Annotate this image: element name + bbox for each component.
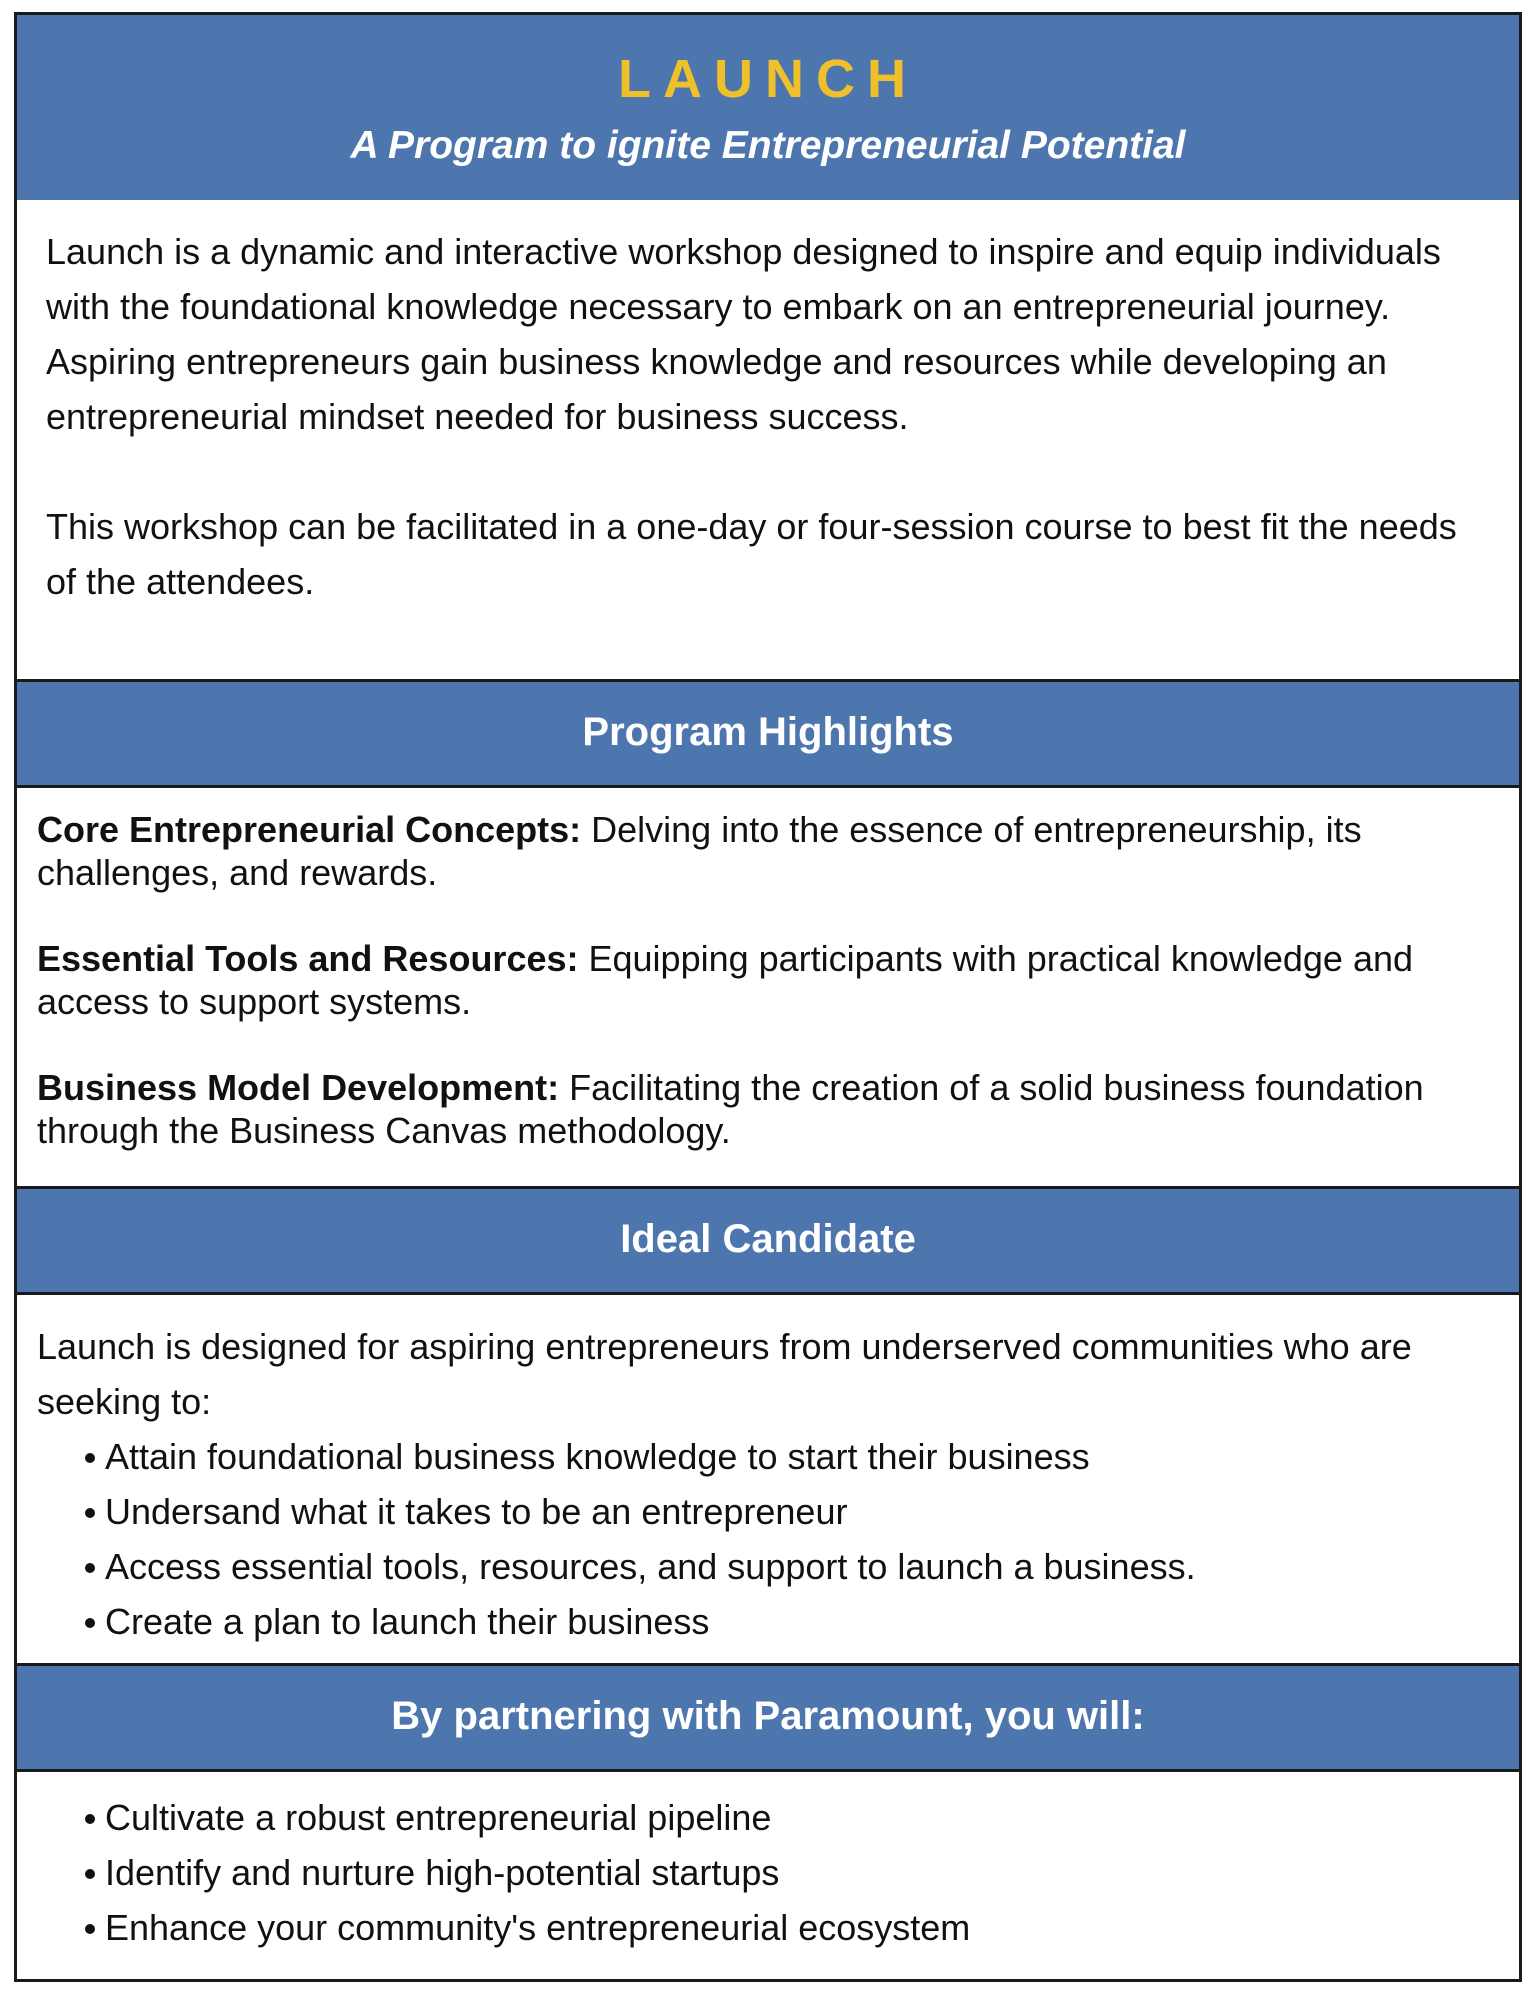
candidate-list bbox=[37, 1429, 1499, 1649]
intro-paragraph: Launch is a dynamic and interactive workshop designed to inspire and equip individuals with the foundational knowledge necessary to embark on an entrepreneurial journey. Aspiring entrepreneurs gain business knowledge and resources while developing an entrepreneurial mindset needed for business success. bbox=[46, 231, 1441, 437]
list-item: Access essential tools, resources, and support to launch a business. bbox=[85, 1539, 1499, 1594]
partnering-section bbox=[17, 1772, 1519, 1955]
intro-section bbox=[17, 200, 1519, 609]
section-title: Ideal Candidate bbox=[620, 1217, 916, 1261]
list-item: Enhance your community's entrepreneurial ecosystem bbox=[85, 1900, 1499, 1955]
highlight-term: Business Model Development: bbox=[37, 1067, 560, 1108]
tagline: A Program to ignite Entrepreneurial Potential bbox=[350, 124, 1186, 167]
candidate-section bbox=[17, 1295, 1519, 1649]
list-item: Undersand what it takes to be an entrepreneur bbox=[85, 1484, 1499, 1539]
intro-paragraph: This workshop can be facilitated in a one-day or four-session course to best fit the needs of the attendees. bbox=[46, 506, 1457, 602]
list-item: Attain foundational business knowledge to start their business bbox=[85, 1429, 1499, 1484]
candidate-lead: Launch is designed for aspiring entrepreneurs from underserved communities who are seeking to: bbox=[37, 1326, 1412, 1422]
highlight-term: Essential Tools and Resources: bbox=[37, 938, 579, 979]
list-item: Create a plan to launch their business bbox=[85, 1594, 1499, 1649]
list-item: Cultivate a robust entrepreneurial pipeline bbox=[85, 1790, 1499, 1845]
partnering-band bbox=[17, 1663, 1519, 1772]
list-item: Identify and nurture high-potential startups bbox=[85, 1845, 1499, 1900]
highlight-item bbox=[37, 1066, 1499, 1152]
program-flyer bbox=[14, 12, 1522, 1982]
highlight-term: Core Entrepreneurial Concepts: bbox=[37, 809, 582, 850]
section-title: Program Highlights bbox=[582, 710, 954, 754]
header-band bbox=[17, 15, 1519, 200]
brand-title: LAUNCH bbox=[618, 49, 918, 109]
highlight-text: Facilitating the creation of a solid business foundation through the Business Canvas methodology. bbox=[37, 1067, 1424, 1151]
section-title: By partnering with Paramount, you will: bbox=[391, 1694, 1145, 1738]
highlight-text: Equipping participants with practical knowledge and access to support systems. bbox=[37, 938, 1414, 1022]
candidate-band bbox=[17, 1186, 1519, 1295]
partnering-list bbox=[37, 1790, 1499, 1955]
highlights-band bbox=[17, 679, 1519, 788]
highlight-text: Delving into the essence of entrepreneurship, its challenges, and rewards. bbox=[37, 809, 1362, 893]
highlight-item bbox=[37, 808, 1499, 894]
highlight-item bbox=[37, 937, 1499, 1023]
highlights-section bbox=[17, 788, 1519, 1195]
